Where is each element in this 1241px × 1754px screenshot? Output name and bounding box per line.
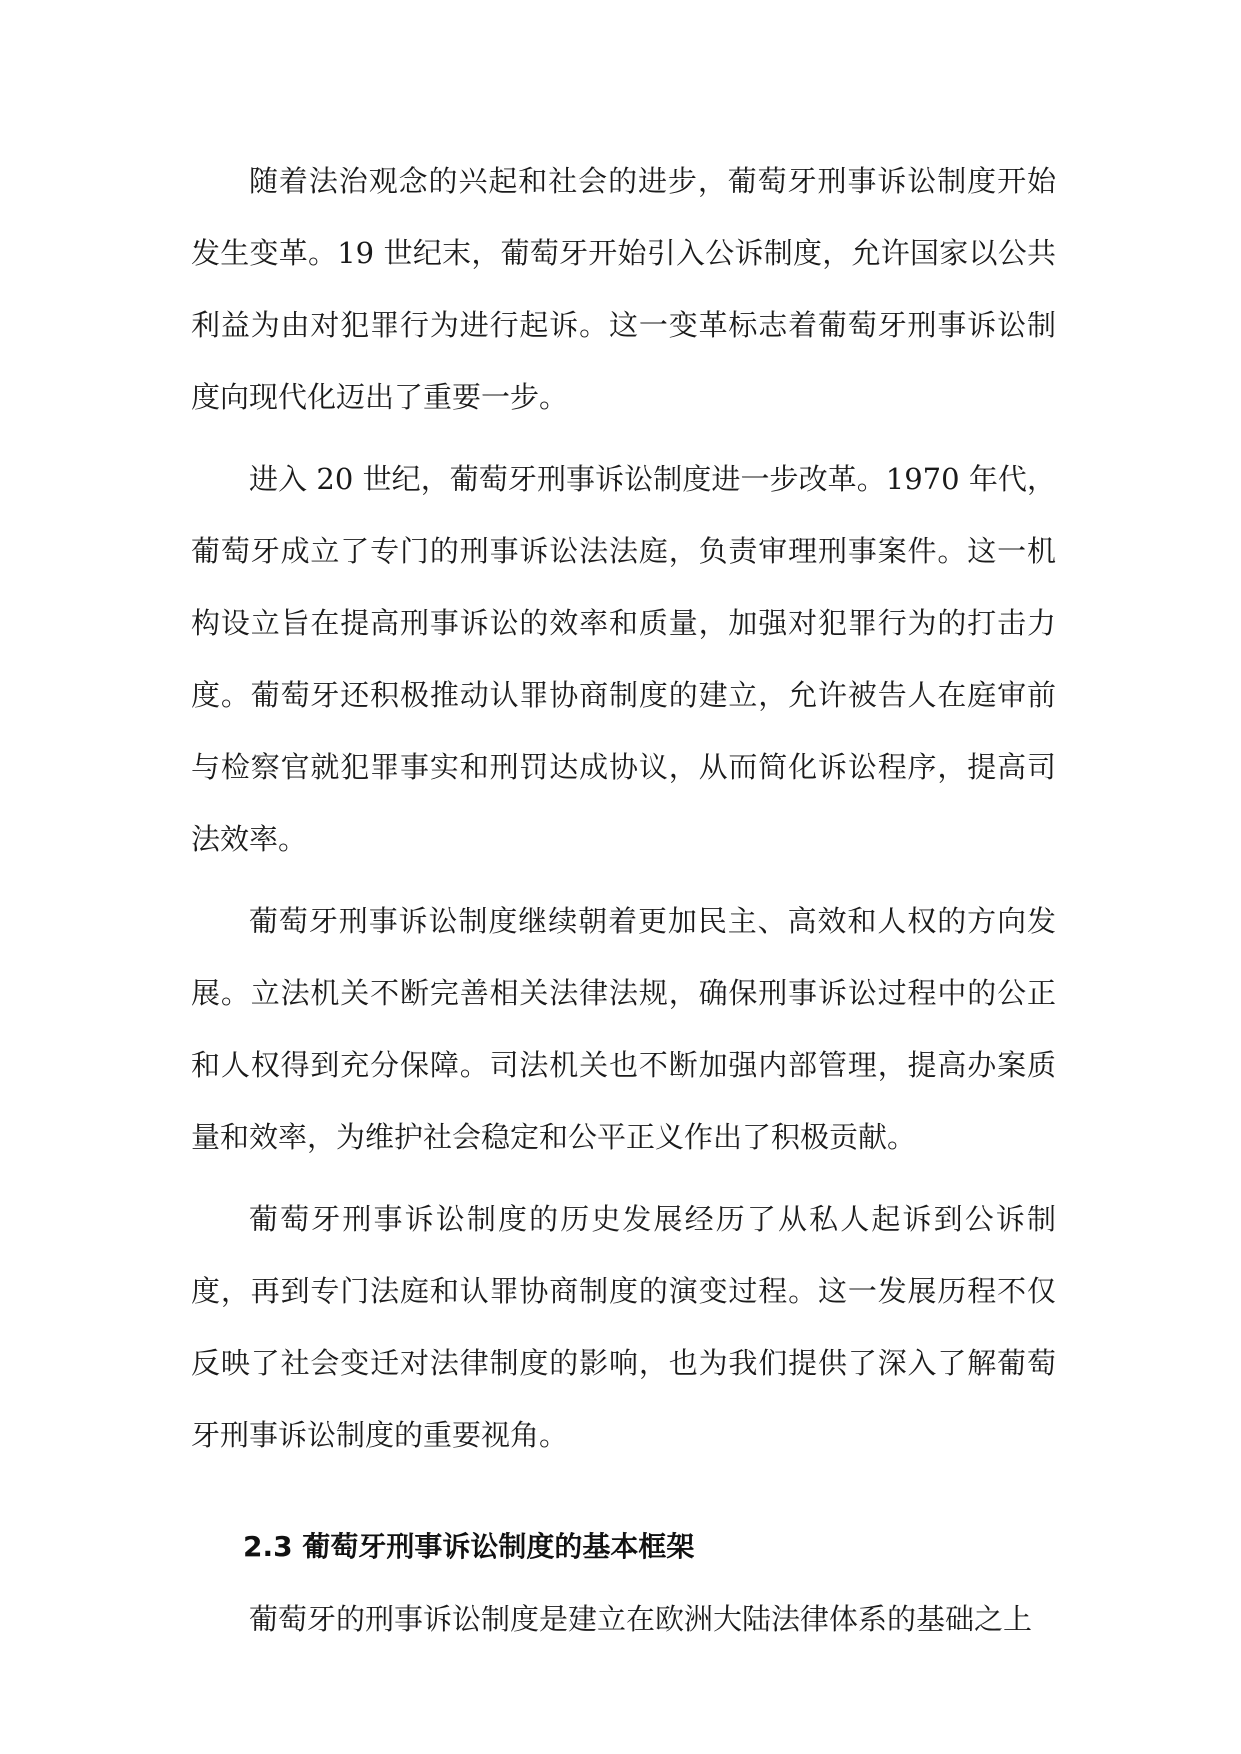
paragraph-historical-summary: 葡萄牙刑事诉讼制度的历史发展经历了从私人起诉到公诉制度，再到专门法庭和认罪协商制度的演变过程。这一发展历程不仅反映了社会变迁对法律制度的影响，也为我们提供了深入了解葡萄牙刑事诉讼制度的重要视角。 [191,1202,1056,1452]
document-body [191,145,1056,1665]
paragraph-basic-framework: 葡萄牙的刑事诉讼制度是建立在欧洲大陆法律体系的基础之上 [249,1602,1033,1636]
section-heading: 2.3 葡萄牙刑事诉讼制度的基本框架 [243,1530,695,1563]
paragraph-reform-20th-century: 进入 20 世纪，葡萄牙刑事诉讼制度进一步改革。1970 年代，葡萄牙成立了专门的刑事诉讼法法庭，负责审理刑事案件。这一机构设立旨在提高刑事诉讼的效率和质量，加强对犯罪行为的打击力度。葡萄牙还积极推动认罪协商制度的建立，允许被告人在庭审前与检察官就犯罪事实和刑罚达成协议，从而简化诉讼程序，提高司法效率。 [191,462,1056,856]
paragraph-modern-development: 葡萄牙刑事诉讼制度继续朝着更加民主、高效和人权的方向发展。立法机关不断完善相关法律法规，确保刑事诉讼过程中的公正和人权得到充分保障。司法机关也不断加强内部管理，提高办案质量和效率，为维护社会稳定和公平正义作出了积极贡献。 [191,904,1056,1154]
paragraph-reform-19th-century: 随着法治观念的兴起和社会的进步，葡萄牙刑事诉讼制度开始发生变革。19 世纪末，葡萄牙开始引入公诉制度，允许国家以公共利益为由对犯罪行为进行起诉。这一变革标志着葡萄牙刑事诉讼制度向现代化迈出了重要一步。 [191,164,1056,414]
